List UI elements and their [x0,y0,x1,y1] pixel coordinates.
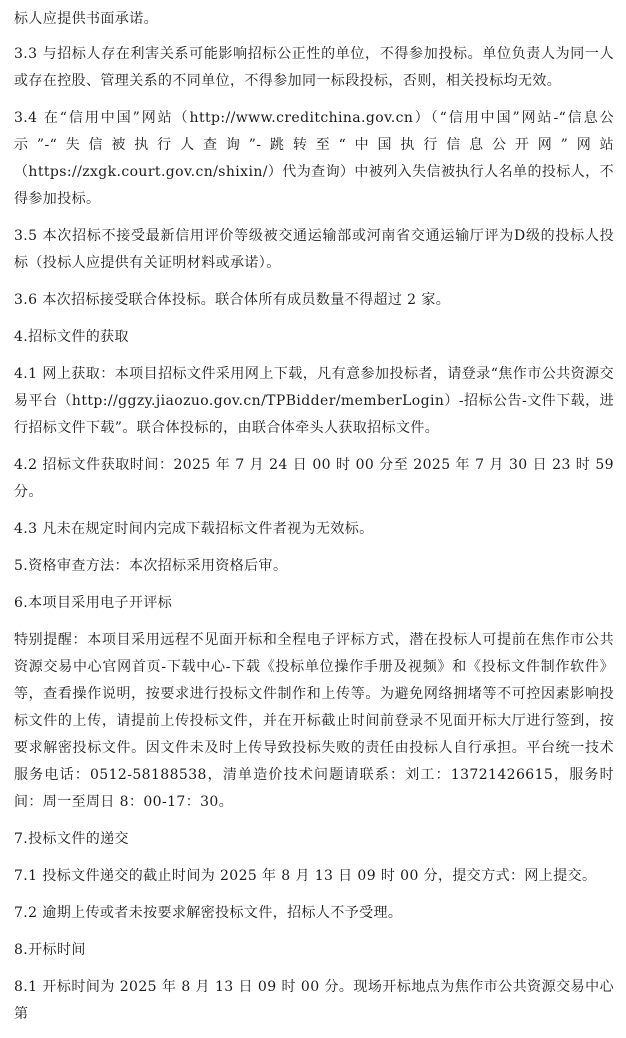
paragraph-7-1: 7.1 投标文件递交的截止时间为 2025 年 8 月 13 日 09 时 00 分，提交方式：网上提交。 [14,868,597,884]
paragraph-3-2-continued: 标人应提供书面承诺。 [14,11,158,27]
section-heading-5: 5.资格审查方法：本次招标采用资格后审。 [14,558,288,574]
paragraph-special-reminder: 特别提醒：本项目采用远程不见面开标和全程电子评标方式，潜在投标人可提前在焦作市公共资源交易中心官网首页-下载中心-下载《投标单位操作手册及视频》和《投标文件制作软件》等，查看操作说明，按要求进行投标文件制作和上传等。为避免网络拥堵等不可控因素影响投标文件的上传，请提前上传投标文件，并在开标截止时间前登录不见面开标大厅进行签到，按要求解密投标文件。因文件未及时上传导致投标失败的责任由投标人自行承担。平台统一技术服务电话：0512-58188538，清单造价技术问题请联系：刘工：13721426615，服务时间：周一至周日 8：00-17：30。 [14,632,614,810]
paragraph-3-5: 3.5 本次招标不接受最新信用评价等级被交通运输部或河南省交通运输厅评为D级的投标人投标（投标人应提供有关证明材料或承诺）。 [14,228,614,271]
paragraph-4-2: 4.2 招标文件获取时间：2025 年 7 月 24 日 00 时 00 分至 2025 年 7 月 30 日 23 时 59 分。 [14,457,614,500]
paragraph-3-6: 3.6 本次招标接受联合体投标。联合体所有成员数量不得超过 2 家。 [14,292,451,308]
section-heading-8: 8.开标时间 [14,942,86,958]
section-heading-7: 7.投标文件的递交 [14,831,129,847]
paragraph-8-1: 8.1 开标时间为 2025 年 8 月 13 日 09 时 00 分。现场开标地点为焦作市公共资源交易中心第 [14,979,614,1022]
paragraph-3-3: 3.3 与招标人存在利害关系可能影响招标公正性的单位，不得参加投标。单位负责人为同一人或存在控股、管理关系的不同单位，不得参加同一标段投标，否则，相关投标均无效。 [14,46,614,89]
paragraph-3-4: 3.4 在“信用中国”网站（http://www.creditchina.gov.cn）（“信用中国”网站-“信息公示”-“失信被执行人查询”-跳转至“中国执行信息公开网”网站（https://zxgk.court.gov.cn/shixin/）代为查询）中被列入失信被执行人名单的投标人，不得参加投标。 [14,110,614,207]
section-heading-6: 6.本项目采用电子开评标 [14,595,173,611]
paragraph-4-3: 4.3 凡未在规定时间内完成下载招标文件者视为无效标。 [14,521,374,537]
document-body [14,6,614,1038]
paragraph-4-1: 4.1 网上获取：本项目招标文件采用网上下载，凡有意参加投标者，请登录“焦作市公共资源交易平台（http://ggzy.jiaozuo.gov.cn/TPBidder/memberLogin）-招标公告-文件下载，进行招标文件下载”。联合体投标的，由联合体牵头人获取招标文件。 [14,366,614,436]
paragraph-7-2: 7.2 逾期上传或者未按要求解密投标文件，招标人不予受理。 [14,905,403,921]
section-heading-4: 4.招标文件的获取 [14,329,129,345]
